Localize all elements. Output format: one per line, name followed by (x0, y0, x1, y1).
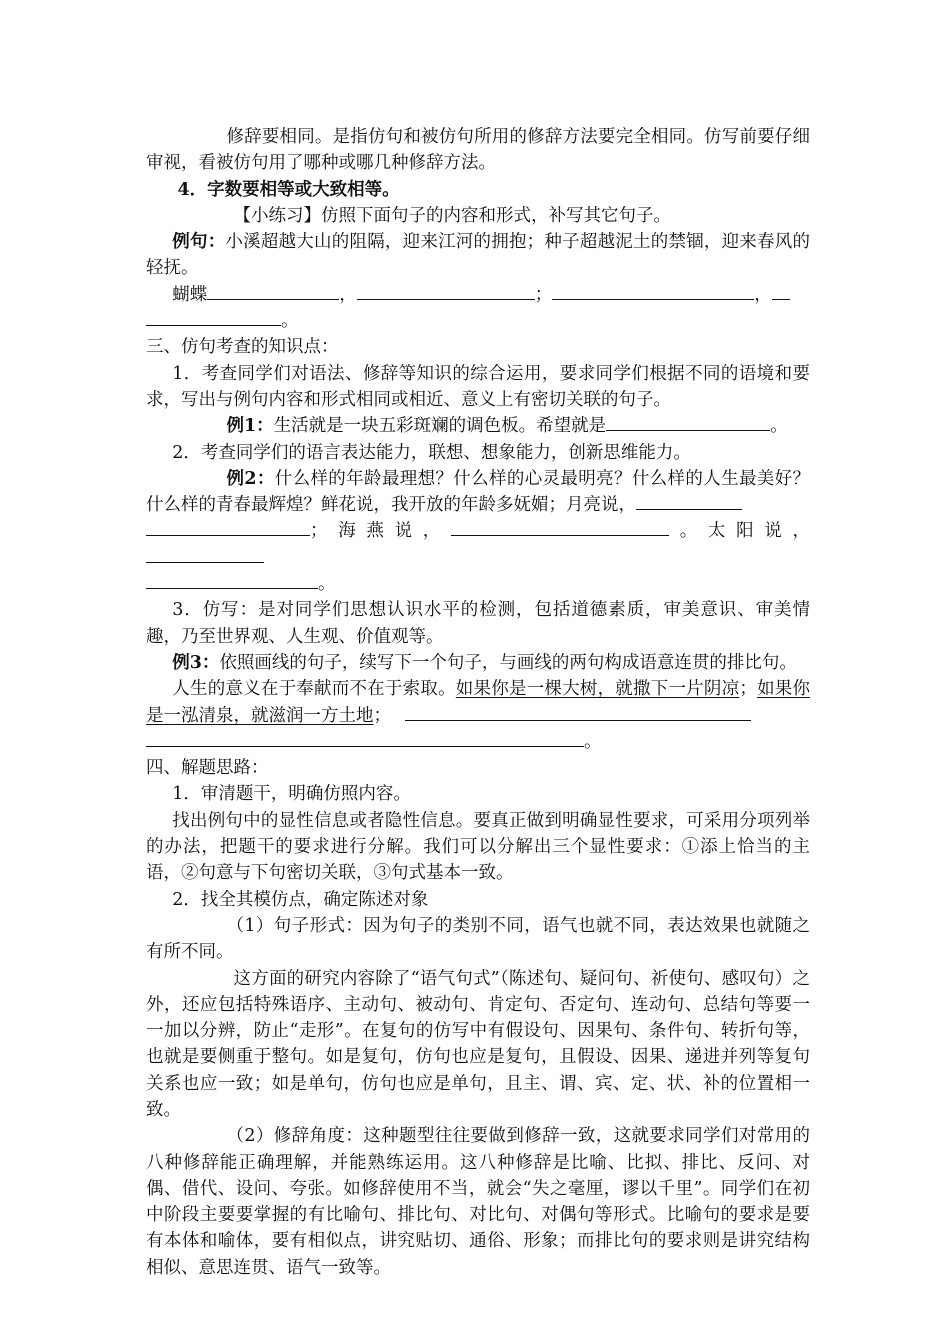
answer-blank-4b[interactable] (146, 308, 281, 326)
example-sentence (146, 229, 810, 282)
rhetoric-angle-paragraph: （2）修辞角度：这种题型往往要做到修辞一致，这就要求同学们对常用的八种修辞能正确理解，并能熟练运用。这八种修辞是比喻、比拟、排比、反问、对偶、借代、设问、夸张。如修辞使用不当，就会“失之毫厘，谬以千里”。同学们在初中阶段主要要掌握的有比喻句、排比句、对比句、对偶句等形式。比喻句的要求是要有本体和喻体，要有相似点，讲究贴切、通俗、形象；而排比句的要求则是讲究结构相似、意思连贯、语气一致等。 (146, 1126, 810, 1278)
practice-instruction: 【小练习】仿照下面句子的内容和形式，补写其它句子。 (233, 205, 671, 226)
research-content-paragraph: 这方面的研究内容除了“语气句式”（陈述句、疑问句、祈使句、感叹句）之外，还应包括特殊语序、主动句、被动句、肯定句、否定句、连动句、总结句等要一一加以分辨，防止“走形”。在复句的仿写中有假设句、因果句、条件句、转折句等，也就是要侧重于整句。如是复句，仿句也应是复句，且假设、因果、递进并列等复句关系也应一致；如是单句，仿句也应是单句，且主、谓、宾、定、状、补的位置相一致。 (146, 968, 810, 1120)
life-blank-b[interactable] (146, 729, 584, 747)
punct: ， (339, 284, 357, 305)
step-1-heading: 1．审清题干，明确仿照内容。 (172, 784, 411, 805)
example-1-blank[interactable] (606, 413, 770, 431)
example-text: 小溪超越大山的阻隔，迎来江河的拥抱；种子超越泥土的禁锢，迎来春风的轻抚。 (146, 232, 811, 279)
answer-blank-4a[interactable] (772, 282, 790, 300)
example-1-text: 生活就是一块五彩斑斓的调色板。希望就是 (273, 416, 607, 437)
knowledge-point-3: 3．仿写：是对同学们思想认识水平的检测，包括道德素质，审美意识、审美情趣，乃至世界观、人生观、价值观等。 (146, 600, 810, 647)
example-3-label: 例3： (172, 652, 220, 673)
step-2-heading: 2．找全其模仿点，确定陈述对象 (172, 889, 429, 910)
answer-blank-3[interactable] (552, 282, 754, 300)
step-1-text: 找出例句中的显性信息或者隐性信息。要真正做到明确显性要求，可采用分项列举的办法，把题干的要求进行分解。我们可以分解出三个显性要求：①添上恰当的主语，②句意与下句密切关联，③句式基本一致。 (146, 810, 810, 884)
punct: 。 (318, 574, 336, 595)
example-2-text: 什么样的年龄最理想？什么样的心灵最明亮？什么样的人生最美好？什么样的青春最辉煌？鲜花说，我开放的年龄多妩媚；月亮说， (146, 468, 810, 516)
example-1 (146, 413, 810, 439)
example-3-text: 依照画线的句子，续写下一个句子，与画线的两句构成语意连贯的排比句。 (219, 652, 797, 673)
moon-blank-a[interactable] (636, 492, 742, 510)
answer-blank-1[interactable] (207, 282, 339, 300)
knowledge-point-2: 2．考查同学们的语言表达能力，联想、想象能力，创新思维能力。 (172, 442, 691, 463)
knowledge-point-1: 1．考查同学们对语法、修辞等知识的综合运用，要求同学们根据不同的语境和要求，写出与例句内容和形式相同或相近、意义上有密切关联的句子。 (146, 363, 810, 410)
example-2 (146, 466, 810, 597)
butterfly-word: 蝴蝶 (172, 284, 208, 305)
punct: ； (739, 679, 757, 700)
punct: ； (534, 284, 553, 305)
sun-blank-a[interactable] (146, 545, 264, 563)
punct: ； (373, 705, 391, 726)
life-plain: 人生的意义在于奉献而不在于索取。 (172, 679, 456, 700)
seagull-text: ；海燕说， (310, 521, 451, 542)
section-four-heading: 四、解题思路： (146, 758, 269, 779)
life-blank-a[interactable] (405, 703, 751, 721)
document-page (146, 124, 810, 1281)
heading-word-count: 4．字数要相等或大致相等。 (177, 179, 400, 200)
life-underlined-1: 如果你是一棵大树，就撒下一片阴凉 (455, 679, 740, 700)
punct: ， (754, 284, 772, 305)
example-2-label: 例2： (226, 468, 275, 489)
example-1-label: 例1： (226, 416, 274, 437)
punct: 。 (584, 731, 602, 752)
life-underlined-2: 如果你是一泓清泉，就滋润一方土地 (146, 679, 811, 726)
answer-blank-2[interactable] (357, 282, 535, 300)
example-3 (146, 650, 810, 676)
moon-blank-b[interactable] (146, 518, 310, 536)
paragraph-rhetoric: 修辞要相同。是指仿句和被仿句所用的修辞方法要完全相同。仿写前要仔细审视，看被仿句用了哪种或哪几种修辞方法。 (146, 127, 810, 174)
example-label: 例句： (172, 232, 226, 253)
punct: 。 (770, 416, 788, 437)
sentence-form-paragraph: （1）句子形式：因为句子的类别不同，语气也就不同，表达效果也就随之有所不同。 (146, 915, 810, 963)
butterfly-fill-line (146, 282, 810, 335)
section-three-heading: 三、仿句考查的知识点： (146, 337, 339, 358)
life-meaning-paragraph (146, 676, 810, 755)
sun-text: 。太阳说， (669, 521, 810, 542)
punct: 。 (281, 311, 299, 332)
seagull-blank[interactable] (451, 518, 669, 536)
sun-blank-b[interactable] (146, 571, 318, 589)
